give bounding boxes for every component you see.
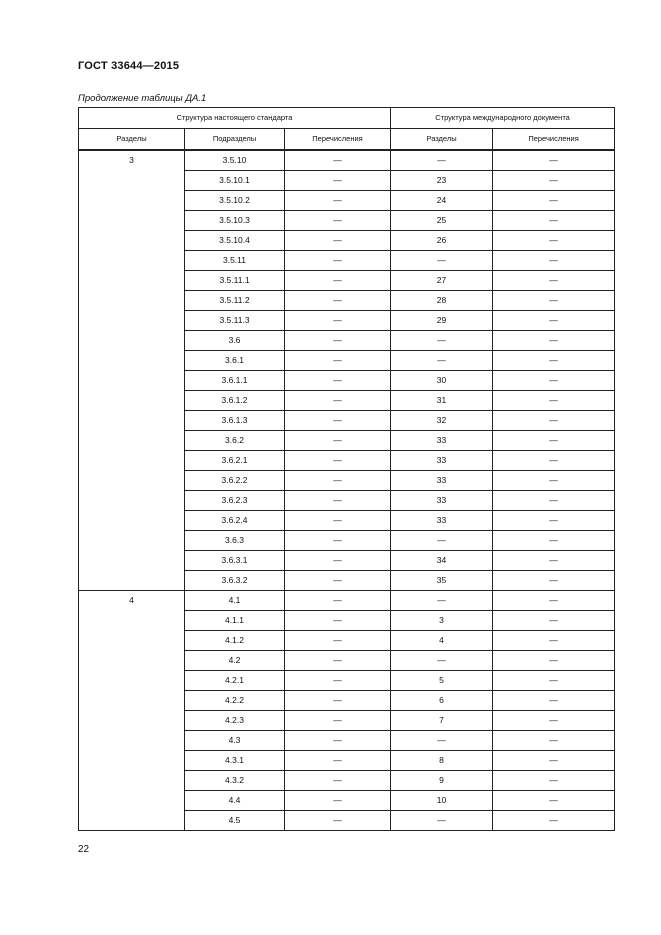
enumeration-cell: — (285, 171, 391, 191)
subsection-cell: 3.5.10.4 (185, 231, 285, 251)
subsection-cell: 3.6.2 (185, 431, 285, 451)
intl-section-cell: 23 (391, 171, 493, 191)
enumeration-cell: — (285, 791, 391, 811)
subsection-cell: 3.6.3 (185, 531, 285, 551)
intl-section-cell: — (391, 351, 493, 371)
intl-section-cell: 33 (391, 431, 493, 451)
intl-enumeration-cell: — (493, 811, 615, 831)
intl-enumeration-cell: — (493, 791, 615, 811)
enumeration-cell: — (285, 291, 391, 311)
subsection-cell: 4.4 (185, 791, 285, 811)
subsection-cell: 3.5.11.1 (185, 271, 285, 291)
subsection-cell: 3.5.11.3 (185, 311, 285, 331)
enumeration-cell: — (285, 571, 391, 591)
intl-enumeration-cell: — (493, 211, 615, 231)
column-header: Перечисления (285, 129, 391, 151)
intl-section-cell: 33 (391, 471, 493, 491)
enumeration-cell: — (285, 491, 391, 511)
intl-section-cell: 27 (391, 271, 493, 291)
intl-section-cell: — (391, 811, 493, 831)
enumeration-cell: — (285, 511, 391, 531)
subsection-cell: 4.5 (185, 811, 285, 831)
intl-section-cell: 29 (391, 311, 493, 331)
group-header-international: Структура международного документа (391, 108, 615, 129)
enumeration-cell: — (285, 431, 391, 451)
intl-section-cell: — (391, 591, 493, 611)
subsection-cell: 3.6 (185, 331, 285, 351)
enumeration-cell: — (285, 351, 391, 371)
intl-section-cell: 24 (391, 191, 493, 211)
subsection-cell: 4.1.2 (185, 631, 285, 651)
subsection-cell: 3.6.1.2 (185, 391, 285, 411)
intl-enumeration-cell: — (493, 491, 615, 511)
intl-section-cell: 10 (391, 791, 493, 811)
intl-section-cell: 26 (391, 231, 493, 251)
intl-enumeration-cell: — (493, 331, 615, 351)
intl-section-cell: 35 (391, 571, 493, 591)
intl-enumeration-cell: — (493, 171, 615, 191)
enumeration-cell: — (285, 150, 391, 171)
enumeration-cell: — (285, 211, 391, 231)
intl-section-cell: 6 (391, 691, 493, 711)
subsection-cell: 3.5.11 (185, 251, 285, 271)
enumeration-cell: — (285, 611, 391, 631)
intl-enumeration-cell: — (493, 511, 615, 531)
subsection-cell: 3.6.1 (185, 351, 285, 371)
intl-enumeration-cell: — (493, 651, 615, 671)
subsection-cell: 3.5.11.2 (185, 291, 285, 311)
subsection-cell: 3.6.3.2 (185, 571, 285, 591)
intl-enumeration-cell: — (493, 551, 615, 571)
intl-section-cell: 5 (391, 671, 493, 691)
enumeration-cell: — (285, 191, 391, 211)
comparison-table (78, 107, 615, 831)
enumeration-cell: — (285, 251, 391, 271)
intl-enumeration-cell: — (493, 291, 615, 311)
intl-section-cell: 33 (391, 451, 493, 471)
subsection-cell: 3.6.1.3 (185, 411, 285, 431)
intl-enumeration-cell: — (493, 671, 615, 691)
enumeration-cell: — (285, 711, 391, 731)
column-header: Разделы (79, 129, 185, 151)
enumeration-cell: — (285, 451, 391, 471)
intl-section-cell: 9 (391, 771, 493, 791)
column-header: Подразделы (185, 129, 285, 151)
group-header-national: Структура настоящего стандарта (79, 108, 391, 129)
intl-section-cell: 4 (391, 631, 493, 651)
enumeration-cell: — (285, 731, 391, 751)
intl-section-cell: — (391, 331, 493, 351)
table-row (79, 150, 615, 171)
subsection-cell: 3.5.10 (185, 150, 285, 171)
intl-section-cell: 3 (391, 611, 493, 631)
document-header: ГОСТ 33644—2015 (78, 60, 180, 72)
intl-section-cell: 34 (391, 551, 493, 571)
intl-enumeration-cell: — (493, 191, 615, 211)
intl-enumeration-cell: — (493, 731, 615, 751)
intl-section-cell: 25 (391, 211, 493, 231)
intl-section-cell: 32 (391, 411, 493, 431)
column-header: Перечисления (493, 129, 615, 151)
enumeration-cell: — (285, 651, 391, 671)
intl-enumeration-cell: — (493, 591, 615, 611)
intl-section-cell: — (391, 651, 493, 671)
enumeration-cell: — (285, 391, 391, 411)
enumeration-cell: — (285, 811, 391, 831)
intl-enumeration-cell: — (493, 631, 615, 651)
subsection-cell: 3.6.3.1 (185, 551, 285, 571)
intl-enumeration-cell: — (493, 411, 615, 431)
intl-enumeration-cell: — (493, 311, 615, 331)
subsection-cell: 4.1.1 (185, 611, 285, 631)
subsection-cell: 4.1 (185, 591, 285, 611)
intl-section-cell: 28 (391, 291, 493, 311)
intl-section-cell: — (391, 150, 493, 171)
table-row (79, 591, 615, 611)
subsection-cell: 4.3.1 (185, 751, 285, 771)
intl-enumeration-cell: — (493, 231, 615, 251)
intl-section-cell: 30 (391, 371, 493, 391)
intl-enumeration-cell: — (493, 471, 615, 491)
intl-enumeration-cell: — (493, 611, 615, 631)
subsection-cell: 4.2.2 (185, 691, 285, 711)
intl-enumeration-cell: — (493, 150, 615, 171)
intl-enumeration-cell: — (493, 771, 615, 791)
subsection-cell: 3.6.1.1 (185, 371, 285, 391)
intl-enumeration-cell: — (493, 431, 615, 451)
intl-enumeration-cell: — (493, 531, 615, 551)
intl-section-cell: 8 (391, 751, 493, 771)
enumeration-cell: — (285, 531, 391, 551)
subsection-cell: 3.5.10.1 (185, 171, 285, 191)
intl-section-cell: — (391, 731, 493, 751)
enumeration-cell: — (285, 471, 391, 491)
intl-enumeration-cell: — (493, 691, 615, 711)
subsection-cell: 3.6.2.2 (185, 471, 285, 491)
column-header: Разделы (391, 129, 493, 151)
enumeration-cell: — (285, 271, 391, 291)
enumeration-cell: — (285, 631, 391, 651)
intl-section-cell: — (391, 251, 493, 271)
enumeration-cell: — (285, 691, 391, 711)
intl-enumeration-cell: — (493, 571, 615, 591)
table-body (79, 150, 615, 831)
intl-enumeration-cell: — (493, 451, 615, 471)
section-cell: 3 (79, 150, 185, 591)
subsection-cell: 4.2.1 (185, 671, 285, 691)
intl-section-cell: 33 (391, 491, 493, 511)
enumeration-cell: — (285, 751, 391, 771)
intl-enumeration-cell: — (493, 751, 615, 771)
subsection-cell: 4.3 (185, 731, 285, 751)
enumeration-cell: — (285, 591, 391, 611)
subsection-cell: 3.5.10.3 (185, 211, 285, 231)
column-header-row (79, 129, 615, 151)
subsection-cell: 3.6.2.3 (185, 491, 285, 511)
intl-enumeration-cell: — (493, 251, 615, 271)
intl-enumeration-cell: — (493, 351, 615, 371)
subsection-cell: 3.6.2.4 (185, 511, 285, 531)
intl-section-cell: 33 (391, 511, 493, 531)
subsection-cell: 4.2.3 (185, 711, 285, 731)
enumeration-cell: — (285, 231, 391, 251)
subsection-cell: 4.2 (185, 651, 285, 671)
subsection-cell: 4.3.2 (185, 771, 285, 791)
intl-section-cell: — (391, 531, 493, 551)
group-header-row (79, 108, 615, 129)
intl-enumeration-cell: — (493, 711, 615, 731)
subsection-cell: 3.5.10.2 (185, 191, 285, 211)
intl-enumeration-cell: — (493, 271, 615, 291)
enumeration-cell: — (285, 551, 391, 571)
subsection-cell: 3.6.2.1 (185, 451, 285, 471)
intl-enumeration-cell: — (493, 371, 615, 391)
section-cell: 4 (79, 591, 185, 831)
intl-section-cell: 31 (391, 391, 493, 411)
intl-section-cell: 7 (391, 711, 493, 731)
enumeration-cell: — (285, 371, 391, 391)
enumeration-cell: — (285, 311, 391, 331)
enumeration-cell: — (285, 671, 391, 691)
enumeration-cell: — (285, 411, 391, 431)
enumeration-cell: — (285, 771, 391, 791)
page-number: 22 (78, 844, 90, 855)
enumeration-cell: — (285, 331, 391, 351)
intl-enumeration-cell: — (493, 391, 615, 411)
table-caption: Продолжение таблицы ДА.1 (78, 93, 207, 104)
